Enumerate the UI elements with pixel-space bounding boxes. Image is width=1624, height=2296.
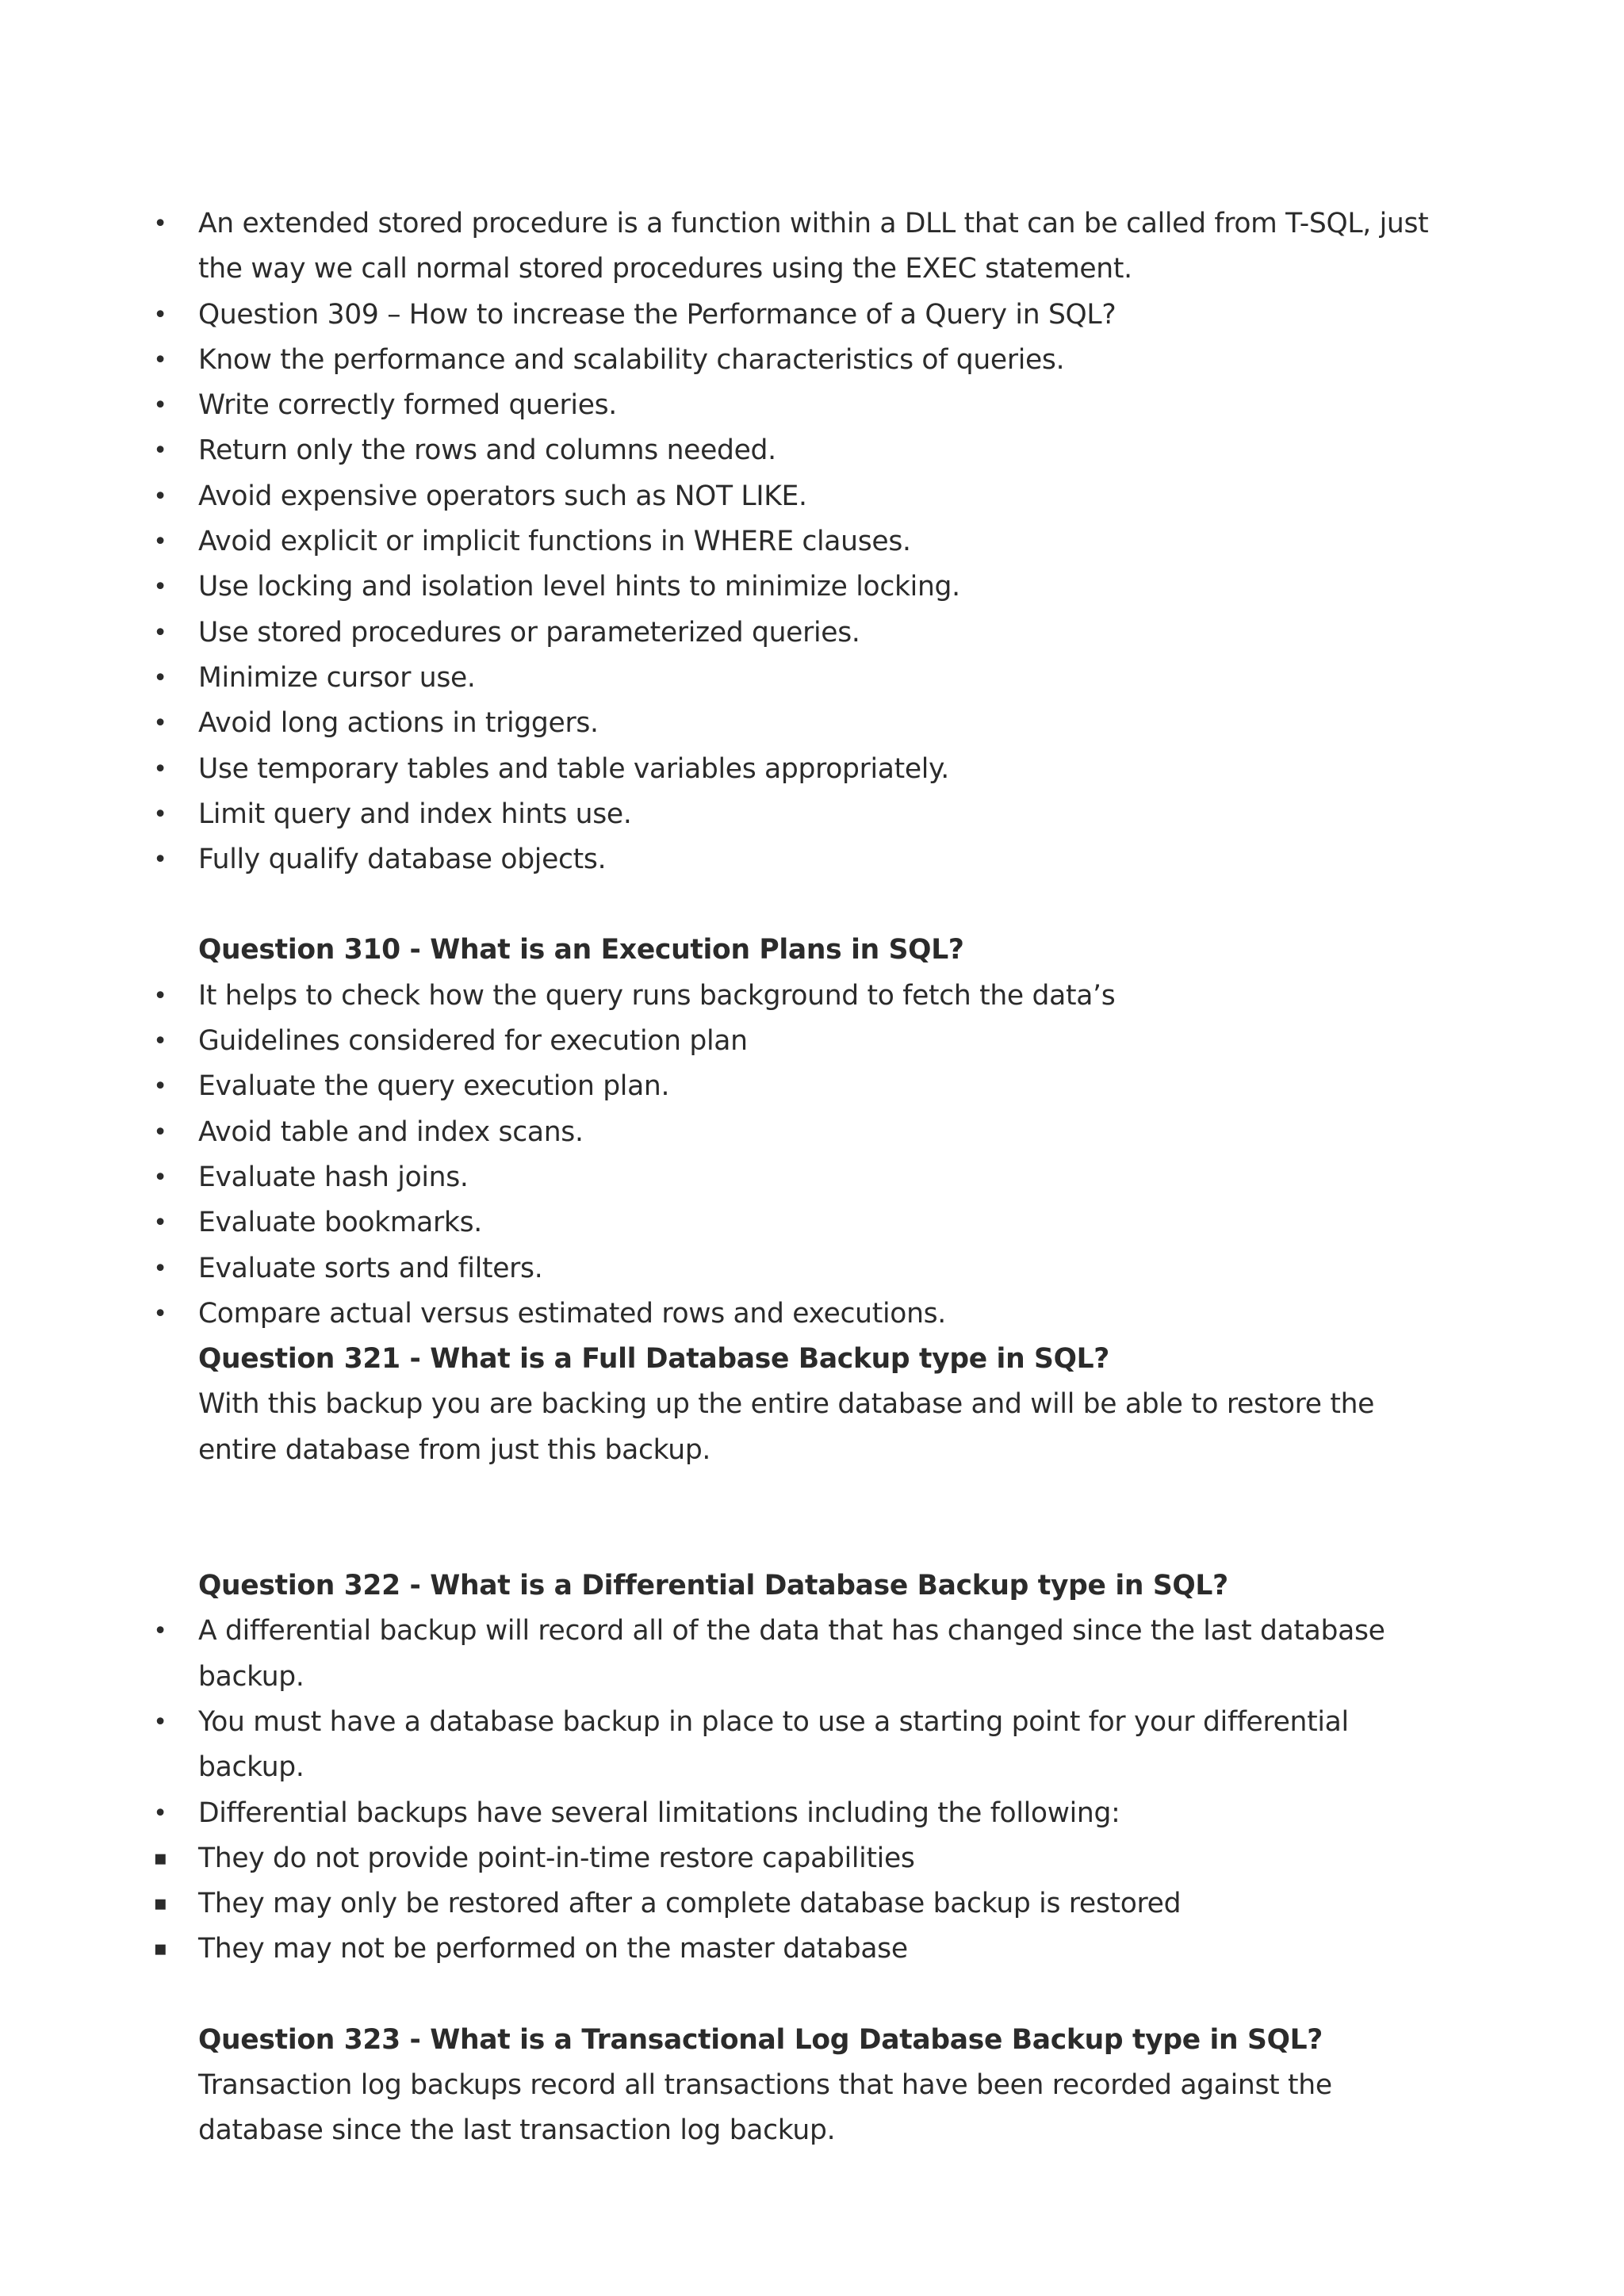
sub-list-item — [153, 1927, 1435, 1972]
document-content — [153, 201, 1435, 2154]
list-item — [153, 1292, 1435, 1337]
spacer — [198, 882, 1435, 928]
question-310-heading: Question 310 - What is an Execution Plans in SQL? — [198, 934, 964, 966]
list-item — [153, 1609, 1435, 1700]
bullet-list-performance — [153, 201, 1435, 882]
list-item-text: Evaluate hash joins. — [198, 1161, 469, 1193]
spacer — [198, 1973, 1435, 2018]
bullet-icon: • — [153, 1708, 167, 1736]
list-item — [153, 747, 1435, 792]
bullet-icon: • — [153, 1027, 167, 1056]
sub-list-item-text: They may only be restored after a complete database backup is restored — [198, 1888, 1182, 1920]
list-item-text: Evaluate bookmarks. — [198, 1207, 482, 1239]
list-item — [153, 338, 1435, 383]
list-item-text: It helps to check how the query runs background to fetch the data’s — [198, 979, 1116, 1012]
square-bullet-icon: ▪ — [153, 1937, 167, 1961]
bullet-icon: • — [153, 800, 167, 828]
square-bullet-icon: ▪ — [153, 1892, 167, 1916]
list-item-text: An extended stored procedure is a function within a DLL that can be called from T-SQL, just the way we call normal stored procedures using the EXEC statement. — [198, 208, 1429, 285]
list-item — [153, 792, 1435, 837]
list-item-text: Use temporary tables and table variables appropriately. — [198, 752, 949, 785]
bullet-icon: • — [153, 482, 167, 511]
bullet-icon: • — [153, 1118, 167, 1146]
bullet-icon: • — [153, 1073, 167, 1101]
list-item — [153, 701, 1435, 746]
list-item-text: You must have a database backup in place to use a starting point for your differential backup. — [198, 1705, 1349, 1784]
list-item-text: Question 309 – How to increase the Performance of a Query in SQL? — [198, 298, 1116, 331]
list-item — [153, 201, 1435, 293]
bullet-icon: • — [153, 1617, 167, 1646]
list-item — [153, 519, 1435, 564]
bullet-icon: • — [153, 1254, 167, 1283]
list-item — [153, 1110, 1435, 1155]
list-item-text: Avoid explicit or implicit functions in WHERE clauses. — [198, 526, 911, 558]
sub-list-item — [153, 1836, 1435, 1881]
list-item — [153, 974, 1435, 1019]
bullet-icon: • — [153, 392, 167, 420]
list-item-text: Know the performance and scalability characteristics of queries. — [198, 343, 1065, 376]
bullet-icon: • — [153, 1799, 167, 1827]
list-item-text: Return only the rows and columns needed. — [198, 434, 776, 467]
bullet-icon: • — [153, 982, 167, 1010]
list-item-text: A differential backup will record all of the data that has changed since the last database backup. — [198, 1615, 1385, 1693]
list-item — [153, 564, 1435, 610]
bullet-icon: • — [153, 710, 167, 738]
bullet-icon: • — [153, 300, 167, 329]
bullet-icon: • — [153, 528, 167, 557]
list-item — [153, 1019, 1435, 1064]
question-323-body: Transaction log backups record all transactions that have been recorded against the database since the last transaction log backup. — [198, 2068, 1332, 2147]
list-item-text: Avoid expensive operators such as NOT LIKE. — [198, 480, 807, 512]
bullet-list-differential — [153, 1609, 1435, 1972]
list-item-text: Guidelines considered for execution plan — [198, 1025, 748, 1058]
list-item-text: Evaluate the query execution plan. — [198, 1070, 670, 1103]
bullet-icon: • — [153, 664, 167, 692]
list-item-text: Use stored procedures or parameterized queries. — [198, 616, 860, 649]
question-321-body: With this backup you are backing up the entire database and will be able to restore the entire database from just this backup. — [198, 1388, 1375, 1466]
list-item — [153, 428, 1435, 473]
list-item-text: Avoid long actions in triggers. — [198, 707, 599, 740]
bullet-icon: • — [153, 846, 167, 874]
list-item — [153, 1064, 1435, 1109]
list-item — [153, 1246, 1435, 1292]
list-item — [153, 1700, 1435, 1791]
list-item — [153, 383, 1435, 428]
list-item-text: Avoid table and index scans. — [198, 1115, 584, 1148]
bullet-icon: • — [153, 618, 167, 647]
list-item-text: Compare actual versus estimated rows and executions. — [198, 1297, 946, 1330]
spacer — [198, 1473, 1435, 1563]
list-item — [153, 610, 1435, 656]
question-322-heading: Question 322 - What is a Differential Database Backup type in SQL? — [198, 1570, 1228, 1602]
square-bullet-icon: ▪ — [153, 1846, 167, 1870]
bullet-icon: • — [153, 755, 167, 783]
list-item-text: Evaluate sorts and filters. — [198, 1252, 543, 1284]
list-item — [153, 656, 1435, 701]
list-item-text: Fully qualify database objects. — [198, 844, 607, 876]
sub-list-item-text: They may not be performed on the master database — [198, 1933, 908, 1965]
bullet-icon: • — [153, 1299, 167, 1328]
bullet-icon: • — [153, 437, 167, 465]
list-item — [153, 293, 1435, 338]
list-item-text: Write correctly formed queries. — [198, 389, 617, 422]
bullet-icon: • — [153, 1209, 167, 1238]
bullet-icon: • — [153, 346, 167, 374]
bullet-list-execution-plan — [153, 974, 1435, 1337]
list-item-text: Use locking and isolation level hints to minimize locking. — [198, 571, 960, 603]
list-item — [153, 1200, 1435, 1246]
bullet-icon: • — [153, 573, 167, 602]
list-item — [153, 837, 1435, 882]
list-item-text: Minimize cursor use. — [198, 661, 476, 694]
bullet-icon: • — [153, 1163, 167, 1192]
list-item — [153, 1791, 1435, 1836]
list-item — [153, 474, 1435, 519]
list-item-text: Limit query and index hints use. — [198, 798, 632, 830]
list-item-text: Differential backups have several limitations including the following: — [198, 1797, 1120, 1829]
question-321-heading: Question 321 - What is a Full Database Backup type in SQL? — [198, 1343, 1110, 1376]
question-323-heading: Question 323 - What is a Transactional Log Database Backup type in SQL? — [198, 2023, 1323, 2056]
bullet-icon: • — [153, 210, 167, 238]
sub-list-item-text: They do not provide point-in-time restore capabilities — [198, 1842, 915, 1874]
sub-list-item — [153, 1881, 1435, 1927]
list-item — [153, 1155, 1435, 1200]
